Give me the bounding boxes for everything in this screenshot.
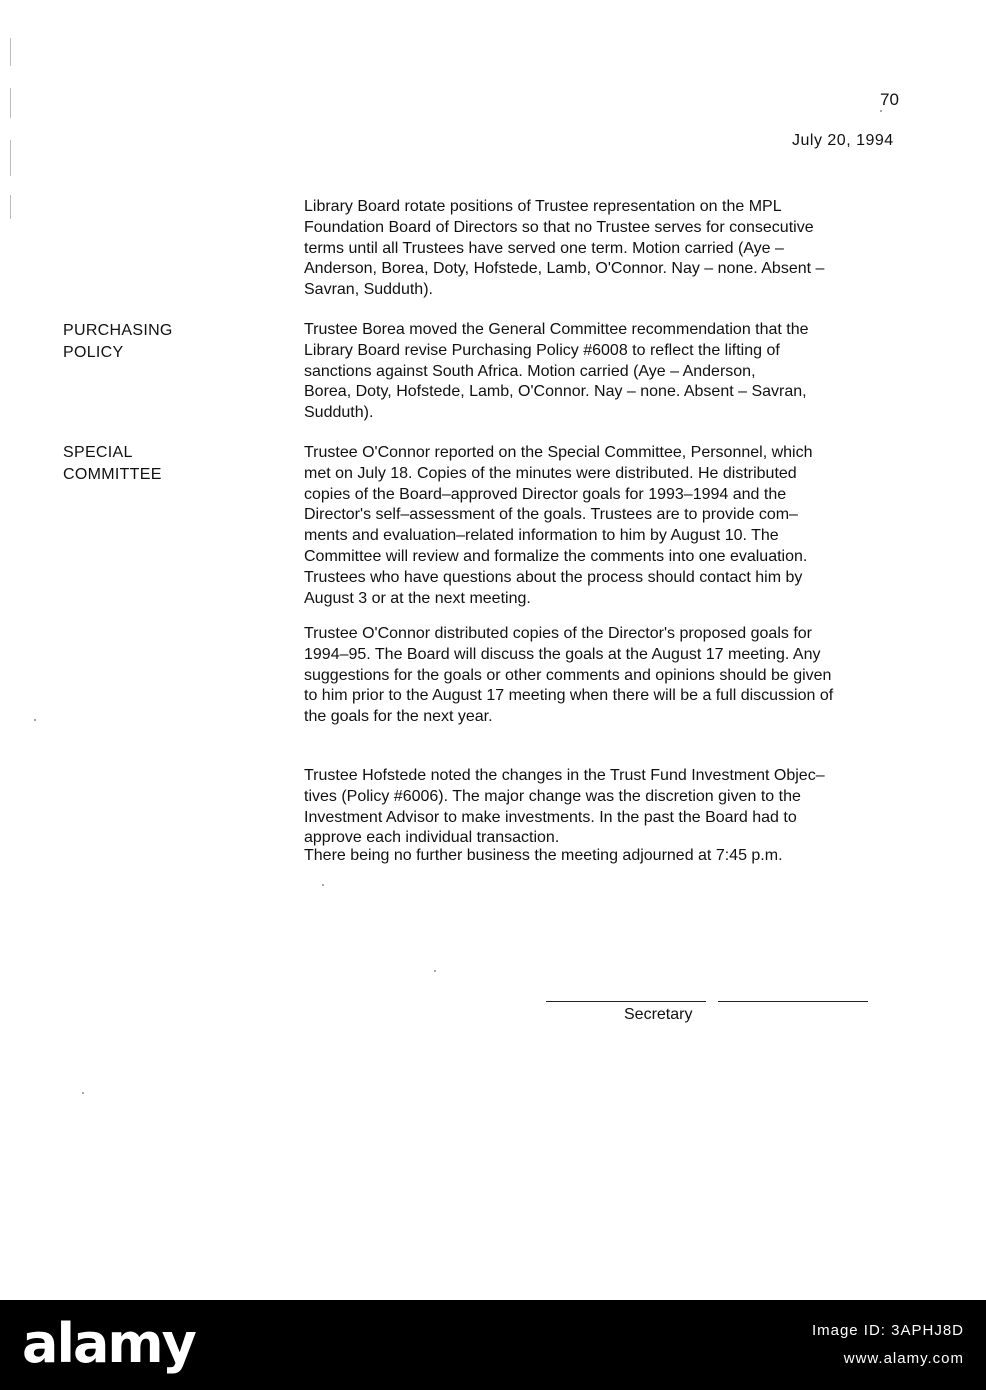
image-id: Image ID: 3APHJ8D [811,1322,964,1339]
scan-speck [34,719,36,721]
signature-line [718,1001,868,1002]
watermark-url: www.alamy.com [843,1350,964,1367]
scan-edge-mark [10,195,11,219]
paragraph-special-committee: Trustee O'Connor reported on the Special Committee, Personnel, which met on July 18. Copies of the minutes were distributed. He distributed copies of the Board–approved Director goals for 1993–1994 and the Director's self–assessment of the goals. Trustees are to provide com– ments and evaluation–related information to him by August 10. The Committee will review and formalize the comments into one evaluation. Trustees who have questions about the process should contact him by August 3 or at the next meeting. [304,444,813,607]
heading-purchasing-policy: PURCHASING POLICY [63,322,173,361]
document-date: July 20, 1994 [792,132,894,149]
signature-label: Secretary [624,1006,693,1023]
alamy-logo: alamy [22,1312,195,1375]
paragraph-purchasing-policy: Trustee Borea moved the General Committee recommendation that the Library Board revise Purchasing Policy #6008 to reflect the lifting of sanctions against South Africa. Motion carried (Aye – Anderson, Borea, Doty, Hofstede, Lamb, O'Connor. Nay – none. Absent – Savran, Sudduth). [304,321,809,422]
paragraph-trustee-rotation: Library Board rotate positions of Trustee representation on the MPL Foundation Board of Directors so that no Trustee serves for consecutive terms until all Trustees have served one term. Motion carried (Aye – Anderson, Borea, Doty, Hofstede, Lamb, O'Connor. Nay – none. Absent – Savran, Sudduth). [304,198,825,299]
scan-edge-mark [10,38,11,66]
signature-line [546,1001,706,1002]
scan-edge-mark [10,88,11,118]
scan-speck [434,970,436,972]
stock-watermark-bar [0,1300,986,1390]
paragraph-investment-objectives: Trustee Hofstede noted the changes in the Trust Fund Investment Objec– tives (Policy #6006). The major change was the discretion given to the Investment Advisor to make investments. In the past the Board had to approve each individual transaction. [304,767,825,847]
paragraph-adjournment: There being no further business the meeting adjourned at 7:45 p.m. [304,847,783,864]
scan-speck [880,110,882,112]
heading-special-committee: SPECIAL COMMITTEE [63,444,162,483]
scan-speck [82,1092,84,1094]
scan-edge-mark [10,140,11,176]
paragraph-director-goals: Trustee O'Connor distributed copies of the Director's proposed goals for 1994–95. The Board will discuss the goals at the August 17 meeting. Any suggestions for the goals or other comments and opinions should be given to him prior to the August 17 meeting when there will be a full discussion of the goals for the next year. [304,625,834,726]
scan-speck [322,884,324,886]
page-number: 70 [880,90,899,109]
